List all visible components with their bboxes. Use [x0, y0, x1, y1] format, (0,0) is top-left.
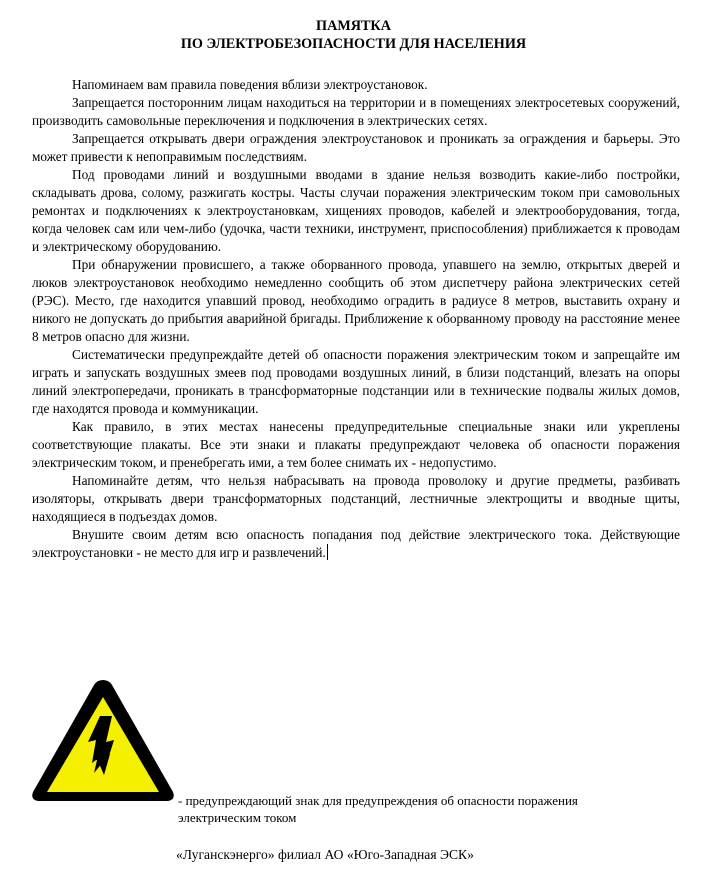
- high-voltage-warning-icon: [30, 676, 176, 804]
- warning-sign-graphic: [30, 676, 176, 804]
- paragraph-8: Напоминайте детям, что нельзя набрасывать на провода проволоку и другие предметы, разбивать изоляторы, открывать двери трансформаторных подстанций, лестничные электрощиты и вводные щиты, находящиеся в подъездах домов.: [32, 473, 680, 524]
- paragraph-4: Под проводами линий и воздушными вводами в здание нельзя возводить какие-либо постройки, складывать дрова, солому, разжигать костры. Часты случаи поражения электрическим током при самовольных ремонтах и подключениях к электроустановкам, хищениях проводов, кабелей и электрооборудования, тогда, когда человек сам или чем-либо (удочка, части техники, инструмент, приспособления) приближается к проводам и электрическому оборудованию.: [32, 167, 680, 254]
- title-line-2: ПО ЭЛЕКТРОБЕЗОПАСНОСТИ ДЛЯ НАСЕЛЕНИЯ: [180, 36, 527, 52]
- paragraph-2: Запрещается посторонним лицам находиться на территории и в помещениях электросетевых сооружений, производить самовольные переключения и подключения в электрических сетях.: [32, 95, 680, 128]
- paragraph-6: Систематически предупреждайте детей об опасности поражения электрическим током и запрещайте им играть и запускать воздушных змеев под проводами воздушных линий, в близи подстанций, влезать на опоры линий электропередачи, проникать в трансформаторные подстанции или в технические подвалы жилых домов, где находятся провода и коммуникации.: [32, 347, 680, 416]
- paragraph-3: Запрещается открывать двери ограждения электроустановок и проникать за ограждения и барьеры. Это может привести к непоправимым последствиям.: [32, 131, 680, 164]
- paragraph-9-text: Внушите своим детям всю опасность попадания под действие электрического тока. Действующие электроустановки - не место для игр и развлечений.: [32, 527, 680, 560]
- caption-line-2: электрическим током: [178, 810, 297, 825]
- document-title: [0, 17, 707, 53]
- paragraph-9: [32, 526, 680, 562]
- title-line-1: ПАМЯТКА: [316, 18, 391, 34]
- paragraph-5: При обнаружении провисшего, а также оборванного провода, упавшего на землю, открытых дверей и люков электроустановок необходимо немедленно сообщить об этом диспетчеру района электрических сетей (РЭС). Место, где находится упавший провод, необходимо оградить в радиусе 8 метров, выставить охрану и никого не допускать до прибытия аварийной бригады. Приближение к оборванному проводу на расстояние менее 8 метров опасно для жизни.: [32, 257, 680, 344]
- caption-line-1: - предупреждающий знак для предупреждения об опасности поражения: [178, 793, 578, 808]
- paragraph-7: Как правило, в этих местах нанесены предупредительные специальные знаки или укреплены соответствующие плакаты. Все эти знаки и плакаты предупреждают человека об опасности поражения электрическим током, и пренебрегать ими, а тем более снимать их - недопустимо.: [32, 419, 680, 470]
- paragraph-1: Напоминаем вам правила поведения вблизи электроустановок.: [72, 77, 428, 92]
- document-body[interactable]: [32, 76, 680, 562]
- text-cursor: [327, 544, 328, 560]
- sign-caption: [178, 792, 658, 826]
- organization-footer: «Луганскэнерго» филиал АО «Юго-Западная ЭСК»: [176, 847, 474, 862]
